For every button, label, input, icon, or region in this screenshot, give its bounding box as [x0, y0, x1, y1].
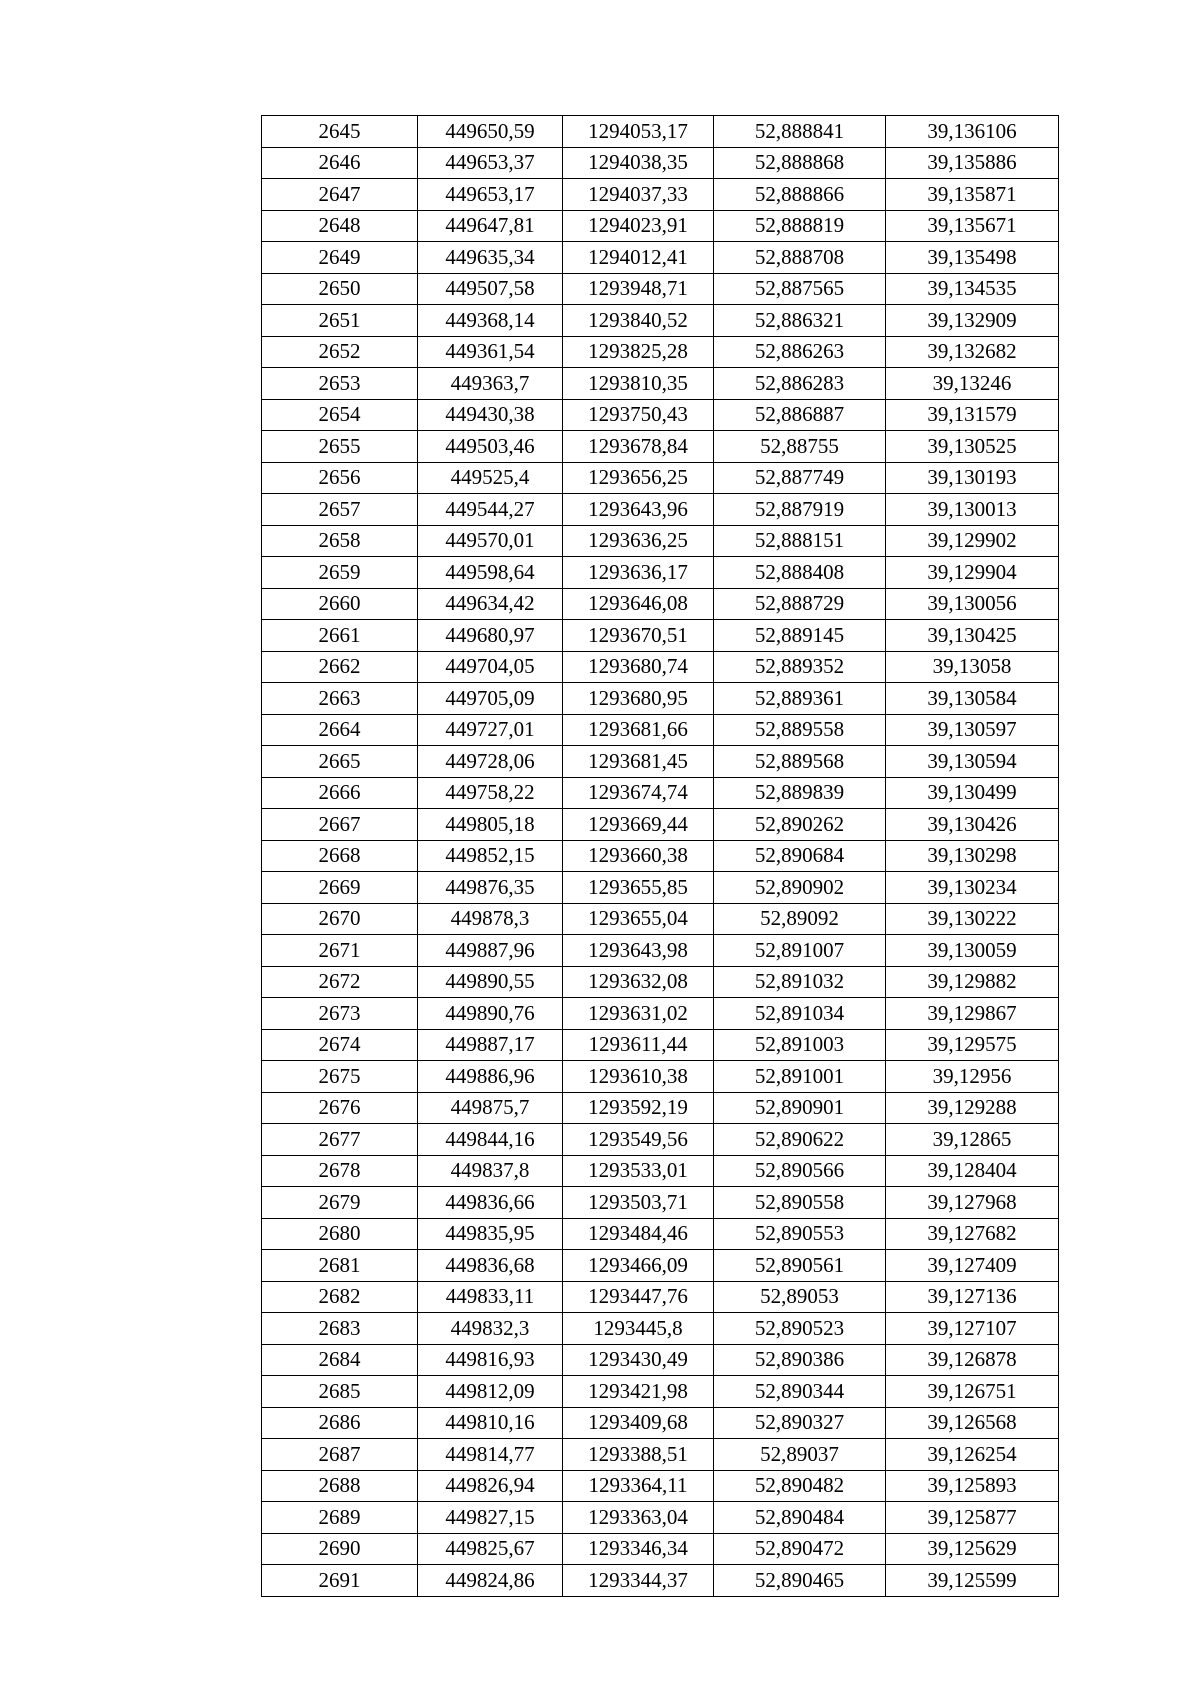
table-row	[262, 525, 1059, 557]
point-number-cell: 2685	[262, 1376, 418, 1408]
point-number-cell: 2661	[262, 620, 418, 652]
table-row	[262, 840, 1059, 872]
longitude-cell: 39,130426	[886, 809, 1059, 841]
x-coordinate-cell: 449525,4	[418, 462, 563, 494]
x-coordinate-cell: 449887,96	[418, 935, 563, 967]
point-number-cell: 2669	[262, 872, 418, 904]
table-row	[262, 777, 1059, 809]
y-coordinate-cell: 1293810,35	[563, 368, 714, 400]
y-coordinate-cell: 1293611,44	[563, 1029, 714, 1061]
longitude-cell: 39,13246	[886, 368, 1059, 400]
table-row	[262, 1061, 1059, 1093]
table-row	[262, 746, 1059, 778]
table-row	[262, 714, 1059, 746]
table-row	[262, 116, 1059, 148]
point-number-cell: 2651	[262, 305, 418, 337]
latitude-cell: 52,89053	[714, 1281, 886, 1313]
longitude-cell: 39,132909	[886, 305, 1059, 337]
longitude-cell: 39,129882	[886, 966, 1059, 998]
table-row	[262, 210, 1059, 242]
latitude-cell: 52,890472	[714, 1533, 886, 1565]
y-coordinate-cell: 1293655,85	[563, 872, 714, 904]
point-number-cell: 2653	[262, 368, 418, 400]
point-number-cell: 2672	[262, 966, 418, 998]
longitude-cell: 39,130013	[886, 494, 1059, 526]
point-number-cell: 2680	[262, 1218, 418, 1250]
point-number-cell: 2676	[262, 1092, 418, 1124]
x-coordinate-cell: 449886,96	[418, 1061, 563, 1093]
x-coordinate-cell: 449507,58	[418, 273, 563, 305]
latitude-cell: 52,890484	[714, 1502, 886, 1534]
x-coordinate-cell: 449653,17	[418, 179, 563, 211]
table-row	[262, 1029, 1059, 1061]
x-coordinate-cell: 449598,64	[418, 557, 563, 589]
table-row	[262, 651, 1059, 683]
y-coordinate-cell: 1293344,37	[563, 1565, 714, 1597]
longitude-cell: 39,125599	[886, 1565, 1059, 1597]
latitude-cell: 52,890561	[714, 1250, 886, 1282]
table-row	[262, 273, 1059, 305]
table-row	[262, 147, 1059, 179]
x-coordinate-cell: 449680,97	[418, 620, 563, 652]
longitude-cell: 39,135886	[886, 147, 1059, 179]
y-coordinate-cell: 1293825,28	[563, 336, 714, 368]
x-coordinate-cell: 449825,67	[418, 1533, 563, 1565]
x-coordinate-cell: 449650,59	[418, 116, 563, 148]
table-row	[262, 872, 1059, 904]
longitude-cell: 39,127968	[886, 1187, 1059, 1219]
longitude-cell: 39,127682	[886, 1218, 1059, 1250]
x-coordinate-cell: 449833,11	[418, 1281, 563, 1313]
y-coordinate-cell: 1293669,44	[563, 809, 714, 841]
table-row	[262, 966, 1059, 998]
table-row	[262, 903, 1059, 935]
y-coordinate-cell: 1294053,17	[563, 116, 714, 148]
longitude-cell: 39,128404	[886, 1155, 1059, 1187]
x-coordinate-cell: 449812,09	[418, 1376, 563, 1408]
table-row	[262, 1218, 1059, 1250]
x-coordinate-cell: 449728,06	[418, 746, 563, 778]
point-number-cell: 2684	[262, 1344, 418, 1376]
y-coordinate-cell: 1293631,02	[563, 998, 714, 1030]
y-coordinate-cell: 1293533,01	[563, 1155, 714, 1187]
point-number-cell: 2665	[262, 746, 418, 778]
y-coordinate-cell: 1293750,43	[563, 399, 714, 431]
table-row	[262, 1502, 1059, 1534]
longitude-cell: 39,132682	[886, 336, 1059, 368]
latitude-cell: 52,888729	[714, 588, 886, 620]
table-row	[262, 620, 1059, 652]
point-number-cell: 2667	[262, 809, 418, 841]
longitude-cell: 39,130525	[886, 431, 1059, 463]
x-coordinate-cell: 449835,95	[418, 1218, 563, 1250]
x-coordinate-cell: 449824,86	[418, 1565, 563, 1597]
latitude-cell: 52,891034	[714, 998, 886, 1030]
y-coordinate-cell: 1293388,51	[563, 1439, 714, 1471]
latitude-cell: 52,889145	[714, 620, 886, 652]
latitude-cell: 52,891007	[714, 935, 886, 967]
point-number-cell: 2668	[262, 840, 418, 872]
latitude-cell: 52,889568	[714, 746, 886, 778]
point-number-cell: 2657	[262, 494, 418, 526]
x-coordinate-cell: 449570,01	[418, 525, 563, 557]
x-coordinate-cell: 449635,34	[418, 242, 563, 274]
x-coordinate-cell: 449827,15	[418, 1502, 563, 1534]
y-coordinate-cell: 1293447,76	[563, 1281, 714, 1313]
latitude-cell: 52,890566	[714, 1155, 886, 1187]
point-number-cell: 2652	[262, 336, 418, 368]
point-number-cell: 2666	[262, 777, 418, 809]
point-number-cell: 2681	[262, 1250, 418, 1282]
x-coordinate-cell: 449878,3	[418, 903, 563, 935]
x-coordinate-cell: 449890,76	[418, 998, 563, 1030]
table-row	[262, 1344, 1059, 1376]
y-coordinate-cell: 1293466,09	[563, 1250, 714, 1282]
y-coordinate-cell: 1293346,34	[563, 1533, 714, 1565]
y-coordinate-cell: 1293430,49	[563, 1344, 714, 1376]
table-row	[262, 1124, 1059, 1156]
x-coordinate-cell: 449836,66	[418, 1187, 563, 1219]
latitude-cell: 52,890558	[714, 1187, 886, 1219]
point-number-cell: 2689	[262, 1502, 418, 1534]
point-number-cell: 2645	[262, 116, 418, 148]
table-row	[262, 368, 1059, 400]
y-coordinate-cell: 1294023,91	[563, 210, 714, 242]
longitude-cell: 39,129902	[886, 525, 1059, 557]
latitude-cell: 52,891003	[714, 1029, 886, 1061]
latitude-cell: 52,886263	[714, 336, 886, 368]
point-number-cell: 2658	[262, 525, 418, 557]
y-coordinate-cell: 1293484,46	[563, 1218, 714, 1250]
x-coordinate-cell: 449727,01	[418, 714, 563, 746]
latitude-cell: 52,888708	[714, 242, 886, 274]
longitude-cell: 39,127409	[886, 1250, 1059, 1282]
table-row	[262, 1407, 1059, 1439]
longitude-cell: 39,130193	[886, 462, 1059, 494]
y-coordinate-cell: 1293681,45	[563, 746, 714, 778]
longitude-cell: 39,130298	[886, 840, 1059, 872]
y-coordinate-cell: 1293655,04	[563, 903, 714, 935]
y-coordinate-cell: 1293643,98	[563, 935, 714, 967]
latitude-cell: 52,890553	[714, 1218, 886, 1250]
y-coordinate-cell: 1293840,52	[563, 305, 714, 337]
point-number-cell: 2690	[262, 1533, 418, 1565]
longitude-cell: 39,125629	[886, 1533, 1059, 1565]
x-coordinate-cell: 449430,38	[418, 399, 563, 431]
latitude-cell: 52,891001	[714, 1061, 886, 1093]
x-coordinate-cell: 449361,54	[418, 336, 563, 368]
longitude-cell: 39,125877	[886, 1502, 1059, 1534]
x-coordinate-cell: 449704,05	[418, 651, 563, 683]
coordinates-table	[261, 115, 1059, 1597]
x-coordinate-cell: 449363,7	[418, 368, 563, 400]
table-row	[262, 1281, 1059, 1313]
latitude-cell: 52,889558	[714, 714, 886, 746]
point-number-cell: 2655	[262, 431, 418, 463]
x-coordinate-cell: 449887,17	[418, 1029, 563, 1061]
y-coordinate-cell: 1293660,38	[563, 840, 714, 872]
longitude-cell: 39,130499	[886, 777, 1059, 809]
point-number-cell: 2673	[262, 998, 418, 1030]
latitude-cell: 52,887749	[714, 462, 886, 494]
point-number-cell: 2650	[262, 273, 418, 305]
point-number-cell: 2659	[262, 557, 418, 589]
latitude-cell: 52,886283	[714, 368, 886, 400]
x-coordinate-cell: 449634,42	[418, 588, 563, 620]
table-row	[262, 1533, 1059, 1565]
latitude-cell: 52,888866	[714, 179, 886, 211]
table-row	[262, 1439, 1059, 1471]
table-row	[262, 557, 1059, 589]
point-number-cell: 2679	[262, 1187, 418, 1219]
latitude-cell: 52,890465	[714, 1565, 886, 1597]
longitude-cell: 39,135671	[886, 210, 1059, 242]
point-number-cell: 2663	[262, 683, 418, 715]
y-coordinate-cell: 1293656,25	[563, 462, 714, 494]
x-coordinate-cell: 449647,81	[418, 210, 563, 242]
y-coordinate-cell: 1293503,71	[563, 1187, 714, 1219]
latitude-cell: 52,889361	[714, 683, 886, 715]
x-coordinate-cell: 449544,27	[418, 494, 563, 526]
y-coordinate-cell: 1294012,41	[563, 242, 714, 274]
longitude-cell: 39,135498	[886, 242, 1059, 274]
longitude-cell: 39,12865	[886, 1124, 1059, 1156]
y-coordinate-cell: 1293670,51	[563, 620, 714, 652]
y-coordinate-cell: 1293421,98	[563, 1376, 714, 1408]
x-coordinate-cell: 449832,3	[418, 1313, 563, 1345]
x-coordinate-cell: 449705,09	[418, 683, 563, 715]
longitude-cell: 39,126254	[886, 1439, 1059, 1471]
y-coordinate-cell: 1293364,11	[563, 1470, 714, 1502]
latitude-cell: 52,889839	[714, 777, 886, 809]
point-number-cell: 2671	[262, 935, 418, 967]
longitude-cell: 39,130594	[886, 746, 1059, 778]
point-number-cell: 2647	[262, 179, 418, 211]
point-number-cell: 2682	[262, 1281, 418, 1313]
point-number-cell: 2656	[262, 462, 418, 494]
point-number-cell: 2646	[262, 147, 418, 179]
coordinates-table-body	[262, 116, 1059, 1597]
point-number-cell: 2670	[262, 903, 418, 935]
latitude-cell: 52,888151	[714, 525, 886, 557]
latitude-cell: 52,89037	[714, 1439, 886, 1471]
table-row	[262, 179, 1059, 211]
y-coordinate-cell: 1293445,8	[563, 1313, 714, 1345]
table-row	[262, 1155, 1059, 1187]
table-row	[262, 431, 1059, 463]
longitude-cell: 39,131579	[886, 399, 1059, 431]
longitude-cell: 39,129904	[886, 557, 1059, 589]
y-coordinate-cell: 1293632,08	[563, 966, 714, 998]
table-row	[262, 683, 1059, 715]
latitude-cell: 52,890684	[714, 840, 886, 872]
longitude-cell: 39,134535	[886, 273, 1059, 305]
latitude-cell: 52,886887	[714, 399, 886, 431]
point-number-cell: 2686	[262, 1407, 418, 1439]
point-number-cell: 2677	[262, 1124, 418, 1156]
y-coordinate-cell: 1293636,25	[563, 525, 714, 557]
table-row	[262, 1092, 1059, 1124]
y-coordinate-cell: 1293680,74	[563, 651, 714, 683]
y-coordinate-cell: 1293678,84	[563, 431, 714, 463]
table-row	[262, 1376, 1059, 1408]
latitude-cell: 52,891032	[714, 966, 886, 998]
latitude-cell: 52,886321	[714, 305, 886, 337]
point-number-cell: 2675	[262, 1061, 418, 1093]
latitude-cell: 52,88755	[714, 431, 886, 463]
point-number-cell: 2683	[262, 1313, 418, 1345]
point-number-cell: 2649	[262, 242, 418, 274]
y-coordinate-cell: 1293409,68	[563, 1407, 714, 1439]
longitude-cell: 39,130425	[886, 620, 1059, 652]
table-row	[262, 494, 1059, 526]
table-row	[262, 462, 1059, 494]
y-coordinate-cell: 1293636,17	[563, 557, 714, 589]
point-number-cell: 2664	[262, 714, 418, 746]
x-coordinate-cell: 449758,22	[418, 777, 563, 809]
latitude-cell: 52,890262	[714, 809, 886, 841]
x-coordinate-cell: 449836,68	[418, 1250, 563, 1282]
y-coordinate-cell: 1293363,04	[563, 1502, 714, 1534]
latitude-cell: 52,889352	[714, 651, 886, 683]
longitude-cell: 39,136106	[886, 116, 1059, 148]
point-number-cell: 2660	[262, 588, 418, 620]
latitude-cell: 52,890327	[714, 1407, 886, 1439]
table-row	[262, 242, 1059, 274]
latitude-cell: 52,887565	[714, 273, 886, 305]
y-coordinate-cell: 1293549,56	[563, 1124, 714, 1156]
table-row	[262, 588, 1059, 620]
y-coordinate-cell: 1294038,35	[563, 147, 714, 179]
latitude-cell: 52,890902	[714, 872, 886, 904]
longitude-cell: 39,127107	[886, 1313, 1059, 1345]
x-coordinate-cell: 449653,37	[418, 147, 563, 179]
y-coordinate-cell: 1293592,19	[563, 1092, 714, 1124]
point-number-cell: 2691	[262, 1565, 418, 1597]
x-coordinate-cell: 449814,77	[418, 1439, 563, 1471]
x-coordinate-cell: 449852,15	[418, 840, 563, 872]
latitude-cell: 52,890901	[714, 1092, 886, 1124]
table-row	[262, 1187, 1059, 1219]
x-coordinate-cell: 449368,14	[418, 305, 563, 337]
latitude-cell: 52,89092	[714, 903, 886, 935]
y-coordinate-cell: 1293646,08	[563, 588, 714, 620]
y-coordinate-cell: 1293948,71	[563, 273, 714, 305]
longitude-cell: 39,129575	[886, 1029, 1059, 1061]
y-coordinate-cell: 1293674,74	[563, 777, 714, 809]
latitude-cell: 52,888841	[714, 116, 886, 148]
latitude-cell: 52,887919	[714, 494, 886, 526]
longitude-cell: 39,130056	[886, 588, 1059, 620]
point-number-cell: 2688	[262, 1470, 418, 1502]
longitude-cell: 39,130222	[886, 903, 1059, 935]
longitude-cell: 39,126751	[886, 1376, 1059, 1408]
point-number-cell: 2662	[262, 651, 418, 683]
latitude-cell: 52,890482	[714, 1470, 886, 1502]
x-coordinate-cell: 449826,94	[418, 1470, 563, 1502]
table-row	[262, 1250, 1059, 1282]
x-coordinate-cell: 449816,93	[418, 1344, 563, 1376]
x-coordinate-cell: 449810,16	[418, 1407, 563, 1439]
table-row	[262, 1470, 1059, 1502]
latitude-cell: 52,890344	[714, 1376, 886, 1408]
table-row	[262, 1565, 1059, 1597]
table-row	[262, 1313, 1059, 1345]
x-coordinate-cell: 449875,7	[418, 1092, 563, 1124]
longitude-cell: 39,126568	[886, 1407, 1059, 1439]
x-coordinate-cell: 449890,55	[418, 966, 563, 998]
table-row	[262, 809, 1059, 841]
latitude-cell: 52,890386	[714, 1344, 886, 1376]
y-coordinate-cell: 1293680,95	[563, 683, 714, 715]
latitude-cell: 52,888819	[714, 210, 886, 242]
x-coordinate-cell: 449503,46	[418, 431, 563, 463]
longitude-cell: 39,129288	[886, 1092, 1059, 1124]
x-coordinate-cell: 449805,18	[418, 809, 563, 841]
y-coordinate-cell: 1294037,33	[563, 179, 714, 211]
longitude-cell: 39,130059	[886, 935, 1059, 967]
latitude-cell: 52,888868	[714, 147, 886, 179]
point-number-cell: 2648	[262, 210, 418, 242]
longitude-cell: 39,129867	[886, 998, 1059, 1030]
point-number-cell: 2678	[262, 1155, 418, 1187]
y-coordinate-cell: 1293681,66	[563, 714, 714, 746]
longitude-cell: 39,127136	[886, 1281, 1059, 1313]
y-coordinate-cell: 1293643,96	[563, 494, 714, 526]
latitude-cell: 52,890523	[714, 1313, 886, 1345]
table-row	[262, 998, 1059, 1030]
point-number-cell: 2687	[262, 1439, 418, 1471]
table-row	[262, 399, 1059, 431]
y-coordinate-cell: 1293610,38	[563, 1061, 714, 1093]
x-coordinate-cell: 449844,16	[418, 1124, 563, 1156]
longitude-cell: 39,135871	[886, 179, 1059, 211]
latitude-cell: 52,888408	[714, 557, 886, 589]
longitude-cell: 39,130234	[886, 872, 1059, 904]
longitude-cell: 39,130584	[886, 683, 1059, 715]
longitude-cell: 39,12956	[886, 1061, 1059, 1093]
longitude-cell: 39,126878	[886, 1344, 1059, 1376]
table-row	[262, 336, 1059, 368]
x-coordinate-cell: 449837,8	[418, 1155, 563, 1187]
point-number-cell: 2674	[262, 1029, 418, 1061]
longitude-cell: 39,13058	[886, 651, 1059, 683]
longitude-cell: 39,125893	[886, 1470, 1059, 1502]
x-coordinate-cell: 449876,35	[418, 872, 563, 904]
longitude-cell: 39,130597	[886, 714, 1059, 746]
point-number-cell: 2654	[262, 399, 418, 431]
latitude-cell: 52,890622	[714, 1124, 886, 1156]
table-row	[262, 305, 1059, 337]
table-row	[262, 935, 1059, 967]
